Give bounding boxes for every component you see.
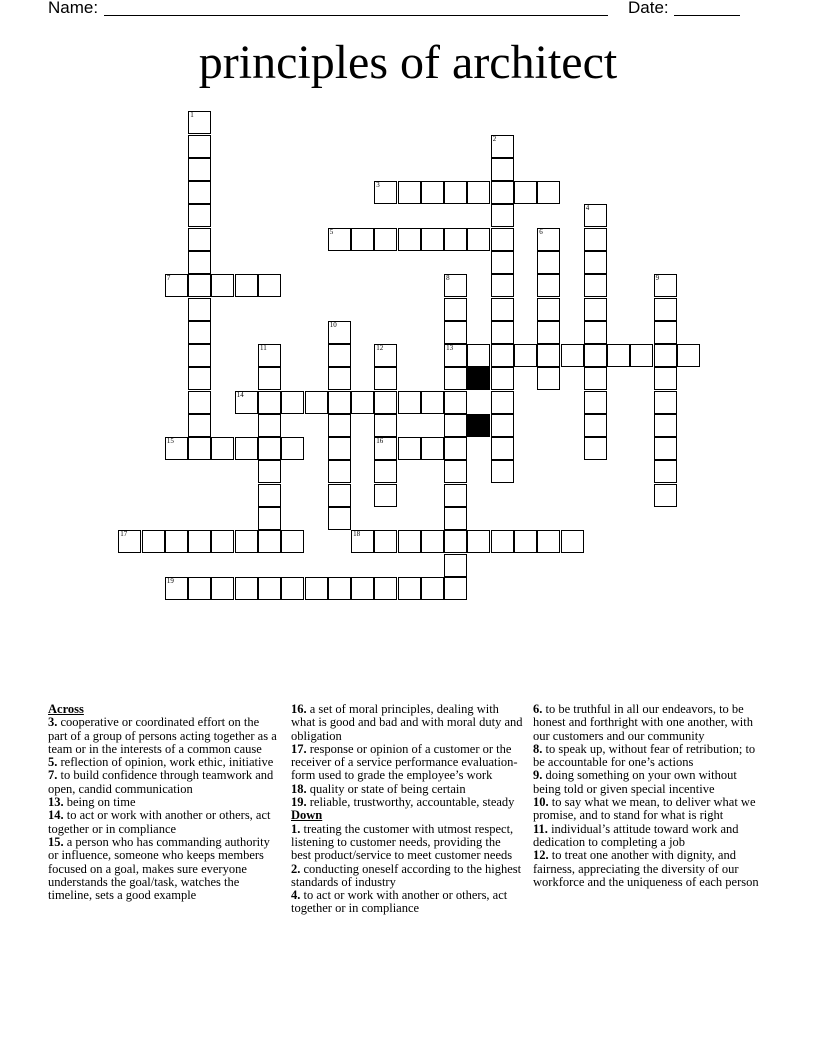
crossword-cell[interactable] <box>235 577 258 600</box>
clue-number-label: 12. <box>533 848 549 863</box>
crossword-cell[interactable] <box>328 507 351 530</box>
crossword-cell[interactable] <box>584 437 607 460</box>
clue-text: conducting oneself according to the highest standards of industry <box>291 861 522 889</box>
clue-number-label: 14. <box>48 808 64 823</box>
crossword-cell[interactable] <box>584 251 607 274</box>
clue-number: 11 <box>260 344 267 353</box>
crossword-cell[interactable] <box>281 530 304 553</box>
clue-number-label: 16. <box>291 702 307 716</box>
crossword-cell[interactable] <box>235 530 258 553</box>
crossword-cell[interactable] <box>444 530 467 553</box>
clue-text: treating the customer with utmost respect, listening to customer needs, providing the best product/service to meet customer needs <box>291 821 514 863</box>
crossword-black-cell <box>467 367 490 390</box>
crossword-cell[interactable] <box>584 344 607 367</box>
crossword-cell[interactable] <box>677 344 700 367</box>
crossword-cell[interactable] <box>258 460 281 483</box>
crossword-cell[interactable] <box>374 460 397 483</box>
clue-text: to act or work with another or others, act together or in compliance <box>291 888 508 916</box>
puzzle-title: principles of architect <box>198 36 618 89</box>
crossword-cell[interactable] <box>328 414 351 437</box>
clue-text: a set of moral principles, dealing with what is good and bad and with moral duty and obligation <box>291 702 523 743</box>
crossword-cell[interactable] <box>584 204 607 227</box>
crossword-cell[interactable] <box>211 530 234 553</box>
crossword-cell[interactable] <box>421 577 444 600</box>
crossword-cell[interactable] <box>654 367 677 390</box>
crossword-cell[interactable] <box>444 367 467 390</box>
crossword-cell[interactable] <box>398 391 421 414</box>
crossword-cell[interactable] <box>491 204 514 227</box>
crossword-cell[interactable] <box>188 158 211 181</box>
crossword-cell[interactable] <box>537 344 560 367</box>
down-clue <box>533 769 765 796</box>
crossword-cell[interactable] <box>351 228 374 251</box>
crossword-cell[interactable] <box>235 437 258 460</box>
crossword-cell[interactable] <box>258 507 281 530</box>
crossword-cell[interactable] <box>281 391 304 414</box>
crossword-cell[interactable] <box>537 321 560 344</box>
crossword-cell[interactable] <box>398 530 421 553</box>
crossword-cell[interactable] <box>584 274 607 297</box>
across-clue <box>48 756 280 769</box>
clue-number-label: 17. <box>291 741 307 756</box>
crossword-cell[interactable] <box>281 577 304 600</box>
crossword-cell[interactable] <box>467 344 490 367</box>
across-clue <box>291 743 523 783</box>
crossword-cell[interactable] <box>374 414 397 437</box>
crossword-cell[interactable] <box>165 437 188 460</box>
clue-number: 18 <box>353 530 361 539</box>
clue-text: to build confidence through teamwork and open, candid communication <box>48 768 274 796</box>
crossword-cell[interactable] <box>537 228 560 251</box>
crossword-cell[interactable] <box>328 321 351 344</box>
crossword-cell[interactable] <box>374 391 397 414</box>
crossword-cell[interactable] <box>491 228 514 251</box>
down-clue <box>533 796 765 823</box>
crossword-cell[interactable] <box>491 298 514 321</box>
clue-number: 17 <box>120 530 128 539</box>
crossword-cell[interactable] <box>374 484 397 507</box>
crossword-cell[interactable] <box>561 344 584 367</box>
crossword-cell[interactable] <box>654 344 677 367</box>
crossword-cell[interactable] <box>305 391 328 414</box>
clue-number: 16 <box>376 437 384 446</box>
clue-number: 5 <box>329 227 334 236</box>
clue-number: 3 <box>376 181 380 190</box>
crossword-cell[interactable] <box>258 484 281 507</box>
crossword-cell[interactable] <box>491 181 514 204</box>
clue-number-label: 15. <box>48 834 64 849</box>
clue-number: 13 <box>446 344 454 353</box>
crossword-cell[interactable] <box>328 460 351 483</box>
crossword-cell[interactable] <box>537 251 560 274</box>
across-clue <box>48 716 280 756</box>
clue-number: 12 <box>376 344 384 353</box>
crossword-cell[interactable] <box>561 530 584 553</box>
date-label: Date: <box>628 0 669 17</box>
clue-number: 14 <box>236 390 244 399</box>
crossword-cell[interactable] <box>514 344 537 367</box>
crossword-cell[interactable] <box>654 460 677 483</box>
crossword-cell[interactable] <box>444 228 467 251</box>
crossword-cell[interactable] <box>467 530 490 553</box>
clue-number-label: 18. <box>291 781 307 796</box>
clue-number-label: 8. <box>533 741 543 756</box>
crossword-cell[interactable] <box>654 321 677 344</box>
crossword-cell[interactable] <box>328 437 351 460</box>
crossword-cell[interactable] <box>537 298 560 321</box>
crossword-cell[interactable] <box>374 228 397 251</box>
clues-column-3 <box>533 703 765 889</box>
clue-text: individual’s attitude toward work and dedication to completing a job <box>533 821 739 849</box>
clue-number-label: 7. <box>48 768 58 783</box>
crossword-cell[interactable] <box>654 298 677 321</box>
crossword-cell[interactable] <box>258 367 281 390</box>
clue-text: reliable, trustworthy, accountable, steady <box>306 795 515 810</box>
crossword-cell[interactable] <box>654 391 677 414</box>
crossword-cell[interactable] <box>188 274 211 297</box>
clue-number: 4 <box>585 204 590 213</box>
crossword-cell[interactable] <box>351 577 374 600</box>
crossword-cell[interactable] <box>258 344 281 367</box>
across-clue <box>48 836 280 902</box>
crossword-cell[interactable] <box>467 181 490 204</box>
crossword-cell[interactable] <box>444 414 467 437</box>
crossword-cell[interactable] <box>491 344 514 367</box>
crossword-cell[interactable] <box>211 274 234 297</box>
crossword-cell[interactable] <box>188 530 211 553</box>
down-clue <box>291 823 523 863</box>
crossword-cell[interactable] <box>328 367 351 390</box>
crossword-cell[interactable] <box>398 181 421 204</box>
crossword-cell[interactable] <box>328 344 351 367</box>
clue-text: doing something on your own without being told or given special incentive <box>533 768 737 796</box>
crossword-cell[interactable] <box>584 414 607 437</box>
crossword-cell[interactable] <box>584 321 607 344</box>
crossword-cell[interactable] <box>444 274 467 297</box>
crossword-cell[interactable] <box>258 391 281 414</box>
clue-number: 8 <box>446 274 450 283</box>
crossword-cell[interactable] <box>258 437 281 460</box>
down-clue <box>533 743 765 770</box>
across-clue <box>291 796 523 809</box>
crossword-cell[interactable] <box>142 530 165 553</box>
crossword-cell[interactable] <box>491 321 514 344</box>
crossword-cell[interactable] <box>258 530 281 553</box>
clue-number: 15 <box>166 437 174 446</box>
crossword-cell[interactable] <box>351 391 374 414</box>
crossword-cell[interactable] <box>188 251 211 274</box>
crossword-cell[interactable] <box>654 484 677 507</box>
crossword-cell[interactable] <box>165 530 188 553</box>
crossword-cell[interactable] <box>328 484 351 507</box>
down-clue <box>533 703 765 743</box>
crossword-cell[interactable] <box>537 274 560 297</box>
crossword-cell[interactable] <box>398 228 421 251</box>
crossword-cell[interactable] <box>491 530 514 553</box>
across-clue <box>291 703 523 743</box>
clue-number: 19 <box>166 576 174 585</box>
crossword-cell[interactable] <box>444 484 467 507</box>
down-clue <box>533 849 765 889</box>
crossword-cell[interactable] <box>258 414 281 437</box>
crossword-cell[interactable] <box>584 228 607 251</box>
clue-text: to be truthful in all our endeavors, to be honest and forthright with one another, with our customers and our community <box>533 702 753 743</box>
clue-text: to speak up, without fear of retribution; to be accountable for one’s actions <box>533 741 756 770</box>
across-clue <box>291 783 523 796</box>
crossword-cell[interactable] <box>467 228 490 251</box>
crossword-cell[interactable] <box>188 367 211 390</box>
crossword-cell[interactable] <box>444 554 467 577</box>
clue-text: to treat one another with dignity, and fairness, appreciating the diversity of our workforce and the uniqueness of each person <box>533 848 759 889</box>
crossword-cell[interactable] <box>491 460 514 483</box>
across-clue <box>48 809 280 836</box>
clue-number-label: 13. <box>48 795 64 810</box>
crossword-cell[interactable] <box>630 344 653 367</box>
crossword-cell[interactable] <box>374 437 397 460</box>
clue-number-label: 6. <box>533 702 543 716</box>
crossword-cell[interactable] <box>188 228 211 251</box>
clue-text: response or opinion of a customer or the receiver of a service performance evaluation-form used to grade the employee’s work <box>291 741 518 783</box>
crossword-cell[interactable] <box>444 181 467 204</box>
clue-number-label: 2. <box>291 861 301 876</box>
crossword-cell[interactable] <box>188 181 211 204</box>
crossword-cell[interactable] <box>165 274 188 297</box>
clue-text: reflection of opinion, work ethic, initiative <box>57 755 274 770</box>
clue-text: cooperative or coordinated effort on the part of a group of persons acting together as a team or in the interests of a common cause <box>48 715 277 756</box>
crossword-cell[interactable] <box>211 437 234 460</box>
crossword-cell[interactable] <box>444 507 467 530</box>
clue-number-label: 10. <box>533 795 549 810</box>
clues-column-2 <box>291 703 523 916</box>
crossword-cell[interactable] <box>444 577 467 600</box>
clue-text: quality or state of being certain <box>306 781 466 796</box>
crossword-cell[interactable] <box>537 181 560 204</box>
crossword-cell[interactable] <box>305 577 328 600</box>
crossword-cell[interactable] <box>351 530 374 553</box>
crossword-cell[interactable] <box>165 577 188 600</box>
clue-text: to say what we mean, to deliver what we promise, and to stand for what is right <box>533 795 756 823</box>
crossword-cell[interactable] <box>374 577 397 600</box>
crossword-cell[interactable] <box>491 251 514 274</box>
crossword-cell[interactable] <box>374 181 397 204</box>
crossword-cell[interactable] <box>444 344 467 367</box>
crossword-cell[interactable] <box>188 437 211 460</box>
crossword-cell[interactable] <box>188 414 211 437</box>
crossword-cell[interactable] <box>188 204 211 227</box>
across-clue <box>48 769 280 796</box>
down-clue <box>291 863 523 890</box>
crossword-cell[interactable] <box>258 577 281 600</box>
crossword-cell[interactable] <box>235 274 258 297</box>
crossword-cell[interactable] <box>281 437 304 460</box>
crossword-cell[interactable] <box>421 437 444 460</box>
down-clue <box>533 823 765 850</box>
crossword-cell[interactable] <box>421 228 444 251</box>
crossword-cell[interactable] <box>421 391 444 414</box>
crossword-cell[interactable] <box>188 321 211 344</box>
crossword-cell[interactable] <box>118 530 141 553</box>
crossword-cell[interactable] <box>491 391 514 414</box>
clue-number-label: 9. <box>533 768 543 783</box>
crossword-cell[interactable] <box>654 274 677 297</box>
clue-text: a person who has commanding authority or influence, someone who keeps members focused on a goal, makes sure everyone understands the goal/task, watches the timeline, sets a good example <box>48 834 270 903</box>
crossword-cell[interactable] <box>188 111 211 134</box>
clue-number-label: 19. <box>291 795 307 810</box>
crossword-cell[interactable] <box>444 391 467 414</box>
crossword-cell[interactable] <box>258 274 281 297</box>
across-clue <box>48 796 280 809</box>
crossword-cell[interactable] <box>654 414 677 437</box>
down-heading: Down <box>291 808 323 823</box>
clue-number-label: 11. <box>533 821 548 836</box>
clue-text: being on time <box>63 795 136 810</box>
name-label: Name: <box>48 0 99 17</box>
clue-text: to act or work with another or others, act together or in compliance <box>48 808 271 836</box>
crossword-cell[interactable] <box>584 367 607 390</box>
across-heading: Across <box>48 702 84 716</box>
crossword-cell[interactable] <box>374 530 397 553</box>
crossword-cell[interactable] <box>188 298 211 321</box>
crossword-black-cell <box>467 414 490 437</box>
crossword-cell[interactable] <box>654 437 677 460</box>
crossword-cell[interactable] <box>188 135 211 158</box>
crossword-cell[interactable] <box>374 344 397 367</box>
crossword-cell[interactable] <box>537 530 560 553</box>
crossword-cell[interactable] <box>514 530 537 553</box>
crossword-cell[interactable] <box>398 437 421 460</box>
crossword-cell[interactable] <box>491 274 514 297</box>
crossword-cell[interactable] <box>374 367 397 390</box>
crossword-cell[interactable] <box>491 158 514 181</box>
crossword-cell[interactable] <box>491 367 514 390</box>
crossword-cell[interactable] <box>421 181 444 204</box>
clue-number-label: 5. <box>48 755 58 770</box>
crossword-cell[interactable] <box>607 344 630 367</box>
crossword-cell[interactable] <box>188 344 211 367</box>
crossword-cell[interactable] <box>188 391 211 414</box>
clues-column-1 <box>48 703 280 902</box>
clue-number-label: 1. <box>291 821 301 836</box>
clue-number: 7 <box>166 274 171 283</box>
crossword-cell[interactable] <box>584 298 607 321</box>
crossword-cell[interactable] <box>444 460 467 483</box>
crossword-cell[interactable] <box>491 437 514 460</box>
crossword-cell[interactable] <box>444 437 467 460</box>
crossword-cell[interactable] <box>328 577 351 600</box>
crossword-cell[interactable] <box>421 530 444 553</box>
crossword-cell[interactable] <box>584 391 607 414</box>
down-clue <box>291 889 523 916</box>
clue-number-label: 3. <box>48 715 58 730</box>
crossword-cell[interactable] <box>188 577 211 600</box>
clue-number: 6 <box>539 227 543 236</box>
crossword-cell[interactable] <box>235 391 258 414</box>
clue-number: 10 <box>329 320 337 329</box>
crossword-cell[interactable] <box>328 228 351 251</box>
clue-number: 9 <box>655 274 660 283</box>
clue-number-label: 4. <box>291 888 301 903</box>
crossword-cell[interactable] <box>537 367 560 390</box>
crossword-cell[interactable] <box>398 577 421 600</box>
crossword-cell[interactable] <box>211 577 234 600</box>
crossword-cell[interactable] <box>444 321 467 344</box>
clue-number: 2 <box>492 134 497 143</box>
crossword-cell[interactable] <box>328 391 351 414</box>
crossword-cell[interactable] <box>491 135 514 158</box>
clue-number: 1 <box>190 111 194 120</box>
crossword-cell[interactable] <box>444 298 467 321</box>
crossword-cell[interactable] <box>491 414 514 437</box>
crossword-cell[interactable] <box>514 181 537 204</box>
